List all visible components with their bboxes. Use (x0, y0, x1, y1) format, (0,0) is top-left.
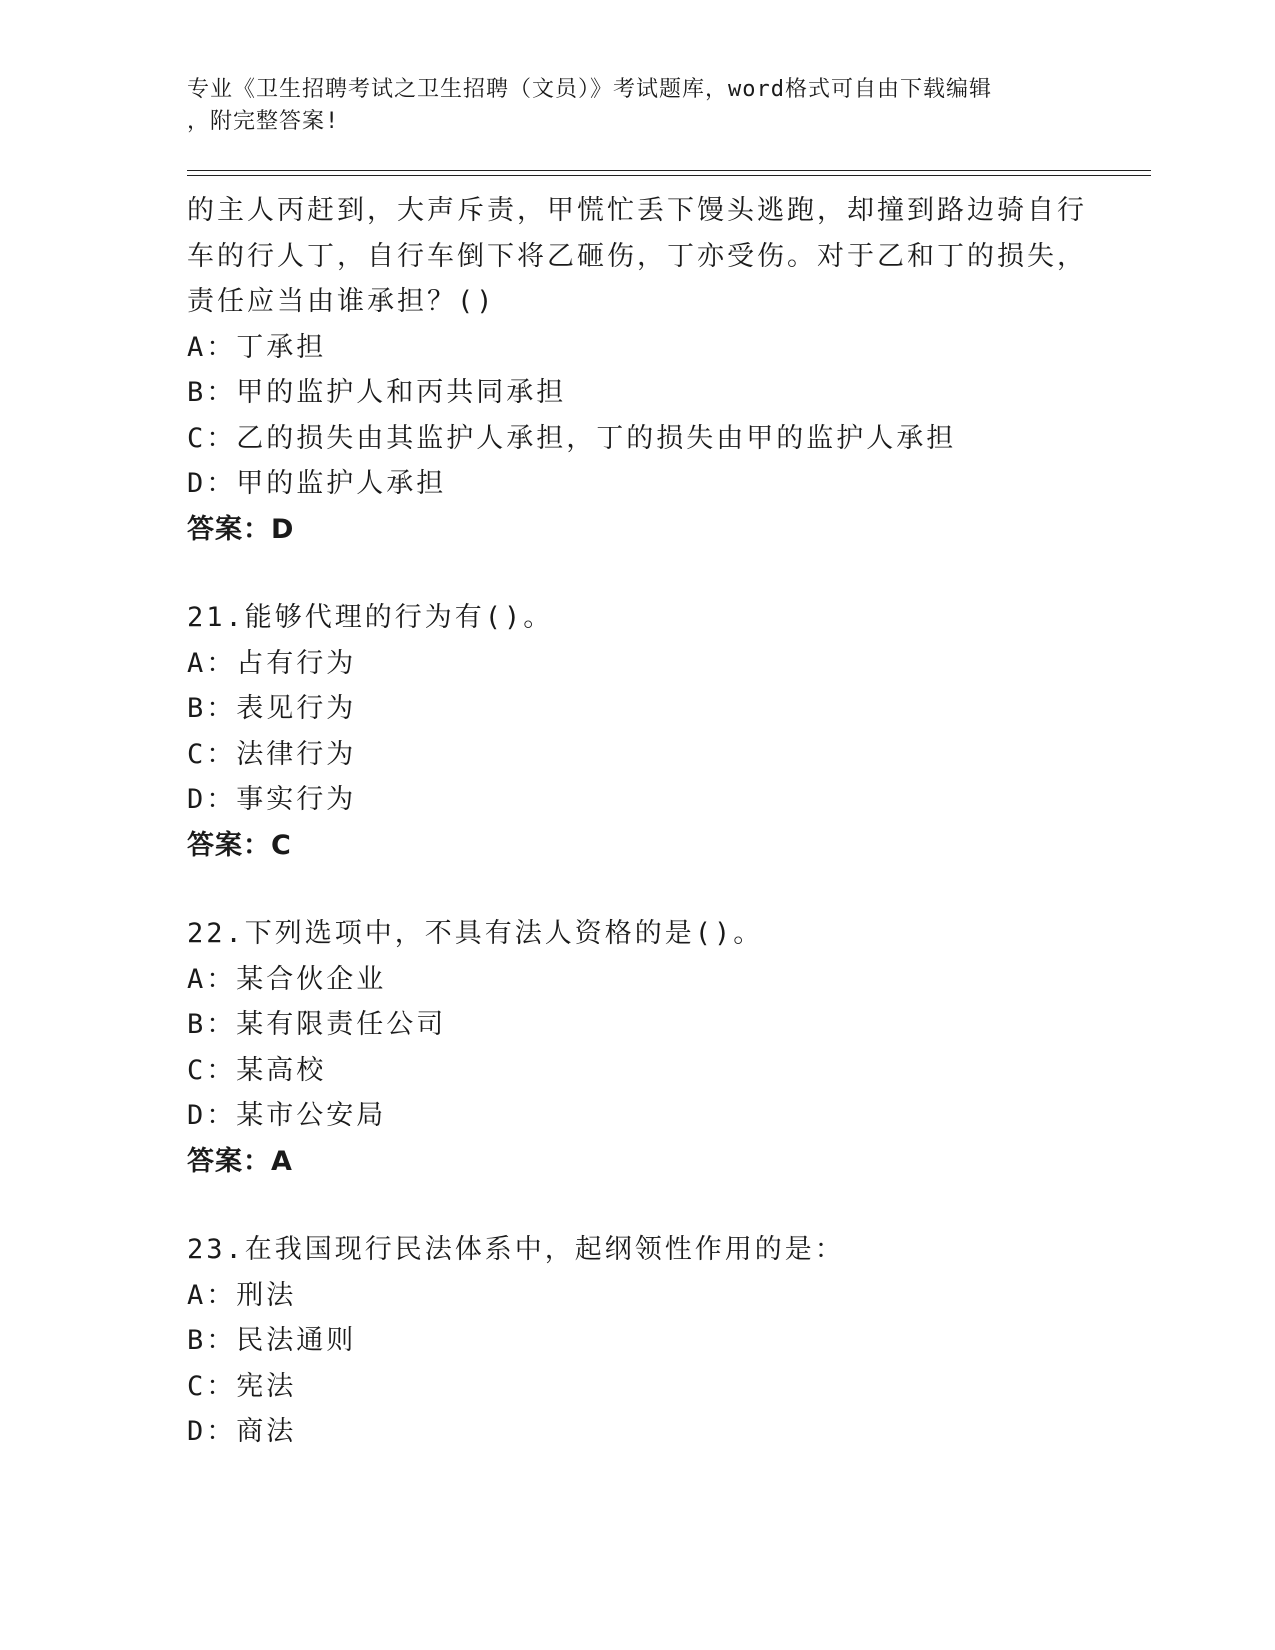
option-c: C：乙的损失由其监护人承担，丁的损失由甲的监护人承担 (187, 422, 957, 454)
question-stem-line: 的主人丙赶到，大声斥责，甲慌忙丢下馒头逃跑，却撞到路边骑自行 (187, 195, 1087, 226)
option-b: B：甲的监护人和丙共同承担 (187, 377, 567, 408)
question-22 (187, 911, 1087, 1184)
option-d: D：某市公安局 (187, 1100, 387, 1131)
question-continued (187, 188, 1087, 552)
question-stem: 21.能够代理的行为有()。 (187, 602, 554, 633)
header-rule-bottom (187, 175, 1151, 176)
question-list (187, 188, 1087, 1455)
option-d: D：商法 (187, 1416, 297, 1447)
document-header (187, 74, 1067, 138)
option-a: A：某合伙企业 (187, 963, 387, 995)
option-a: A：占有行为 (187, 647, 357, 679)
option-d: D：甲的监护人承担 (187, 468, 447, 499)
option-c: C：宪法 (187, 1370, 297, 1402)
spacer (187, 552, 1087, 595)
option-a: A：刑法 (187, 1279, 297, 1311)
option-a: A：丁承担 (187, 331, 327, 363)
answer-line: 答案：A (187, 1145, 293, 1177)
option-d: D：事实行为 (187, 784, 357, 815)
question-21 (187, 595, 1087, 868)
option-b: B：民法通则 (187, 1325, 357, 1356)
option-b: B：某有限责任公司 (187, 1009, 447, 1040)
spacer (187, 1184, 1087, 1227)
header-rule-top (187, 170, 1151, 171)
question-stem: 23.在我国现行民法体系中，起纲领性作用的是： (187, 1234, 845, 1265)
header-title-line2: ，附完整答案! (187, 109, 340, 134)
spacer (187, 868, 1087, 911)
option-c: C：某高校 (187, 1054, 327, 1086)
option-c: C：法律行为 (187, 738, 357, 770)
question-stem-line: 责任应当由谁承担？() (187, 286, 496, 317)
question-stem: 22.下列选项中，不具有法人资格的是()。 (187, 918, 764, 949)
option-b: B：表见行为 (187, 693, 357, 724)
header-title-line1: 专业《卫生招聘考试之卫生招聘（文员）》考试题库，word格式可自由下载编辑 (187, 77, 992, 102)
answer-line: 答案：D (187, 513, 295, 545)
question-23 (187, 1227, 1087, 1455)
answer-line: 答案：C (187, 829, 292, 861)
question-stem-line: 车的行人丁，自行车倒下将乙砸伤，丁亦受伤。对于乙和丁的损失， (187, 240, 1087, 272)
